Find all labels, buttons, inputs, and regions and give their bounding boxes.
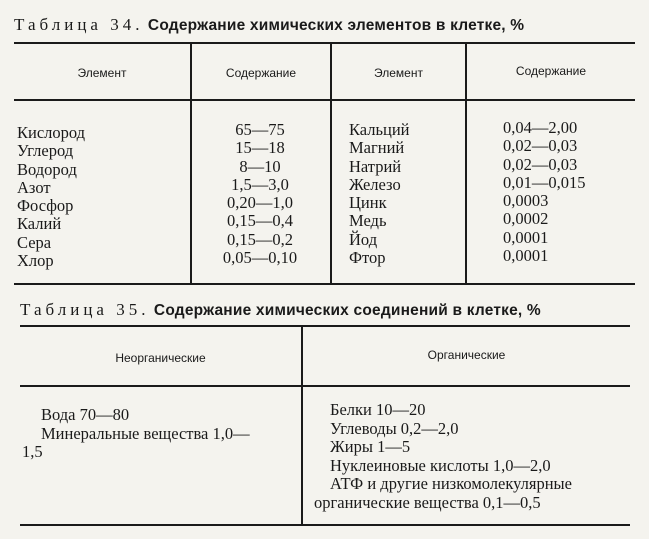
organic-line: Жиры 1—5 [330,437,411,456]
element-name: Хлор [17,251,54,271]
table-34-number: Таблица 34. [14,15,144,34]
element-content: 0,0001 [503,227,549,247]
content-right-column [503,119,586,265]
element-name: Водород [17,159,77,179]
inorganic-line: Вода 70—80 [41,405,130,424]
organic-line: Белки 10—20 [330,400,426,419]
element-content: 0,05—0,10 [222,248,298,268]
table-35-title [20,300,541,320]
element-content: 8—10 [239,156,281,176]
organic-line: Нуклеиновые кислоты 1,0—2,0 [330,455,551,475]
element-name: Цинк [349,193,387,213]
element-content: 0,04—2,00 [503,118,578,137]
header-content-right: Содержание [515,64,587,78]
table-35-caption: Содержание химических соединений в клетке, % [153,302,541,319]
element-name: Железо [349,174,401,194]
element-content: 0,01—0,015 [503,172,586,192]
header-element-right: Элемент [374,66,423,80]
table-34-caption: Содержание химических элементов в клетке, % [147,17,525,34]
header-content-left: Содержание [225,66,297,80]
element-name: Йод [349,229,378,249]
content-left-column [200,121,320,267]
element-content: 0,20—1,0 [227,193,293,213]
table-34-header-rule [14,99,635,101]
elements-right-column [349,121,410,267]
element-name: Фтор [349,248,386,268]
element-content: 0,02—0,03 [503,154,578,174]
header-organic: Органические [427,348,506,362]
element-content: 0,0003 [503,191,549,211]
element-content: 1,5—3,0 [231,174,289,194]
element-content: 0,0001 [503,246,549,266]
element-name: Калий [17,214,62,234]
inorganic-line: 1,5 [22,442,43,461]
organic-line: АТФ и другие низкомолекулярные [330,474,572,493]
element-name: Азот [17,177,51,197]
table-35-number: Таблица 35. [20,300,150,319]
inorganic-line: Минеральные вещества 1,0— [41,423,250,443]
element-name: Магний [349,138,405,158]
table-35-top-rule [20,325,630,327]
element-content: 65—75 [235,120,285,139]
element-name: Углерод [17,141,74,161]
table-34-divider-3 [465,43,467,283]
organic-line: Углеводы 0,2—2,0 [330,418,459,438]
element-content: 0,15—0,2 [227,229,293,249]
element-name: Сера [17,232,52,252]
elements-left-column [17,124,85,270]
table-35-header-rule [20,385,630,387]
inorganic-cell [22,406,250,462]
table-35-bottom-rule [20,524,630,526]
element-name: Кальций [349,120,410,139]
header-inorganic: Неорганические [115,351,206,365]
element-content: 0,0002 [503,209,549,229]
element-name: Кислород [17,123,86,142]
organic-line: органические вещества 0,1—0,5 [314,492,541,512]
element-name: Медь [349,211,387,231]
header-element-left: Элемент [77,66,127,80]
element-name: Фосфор [17,196,74,216]
table-34-title [14,15,524,35]
table-34-bottom-rule [14,283,635,285]
organic-cell [314,401,572,512]
element-content: 0,15—0,4 [227,211,293,231]
element-content: 0,02—0,03 [503,136,578,156]
element-content: 15—18 [235,138,285,158]
element-name: Натрий [349,156,402,176]
table-34-top-rule [14,42,635,44]
